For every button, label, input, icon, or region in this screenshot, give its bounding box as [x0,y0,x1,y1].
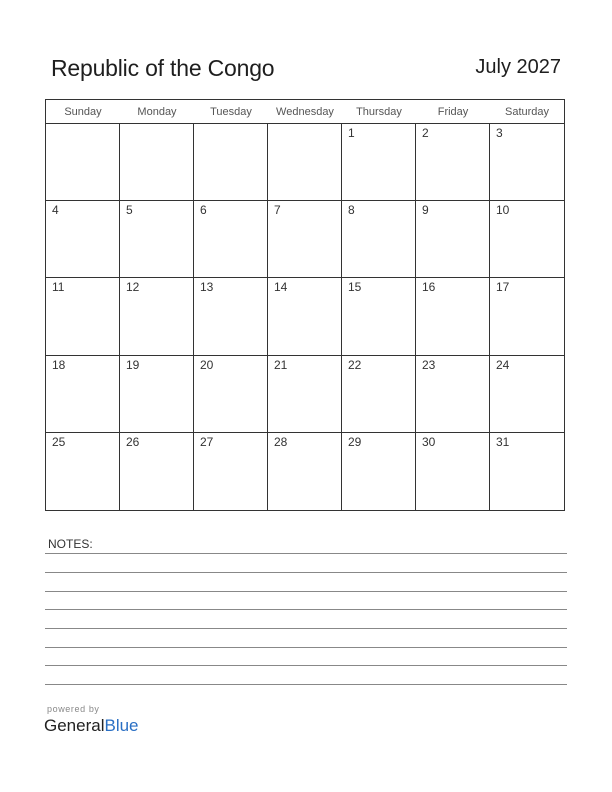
note-line [45,628,567,629]
day-cell [46,124,120,201]
day-cell [268,124,342,201]
day-number: 12 [126,280,140,295]
day-cell [490,278,564,355]
day-number: 15 [348,280,362,295]
weekday-saturday: Saturday [504,106,550,118]
day-cell [268,356,342,433]
day-cell [194,124,268,201]
powered-by-text: powered by [47,704,100,714]
day-number: 13 [200,280,214,295]
day-cell [120,433,194,510]
day-cell [46,278,120,355]
day-cell [46,201,120,278]
day-cell [490,201,564,278]
weekday-friday: Friday [437,106,469,118]
day-number: 19 [126,357,140,372]
brand-blue: Blue [104,716,139,735]
day-number: 26 [126,434,140,449]
day-number: 11 [52,280,65,295]
day-cell [268,433,342,510]
notes-label: NOTES: [48,537,93,551]
day-cell [490,356,564,433]
day-number: 22 [348,357,362,372]
brand-logo [44,716,139,736]
day-number: 17 [496,280,510,295]
day-cell [194,356,268,433]
day-cell [416,356,490,433]
day-number: 23 [422,357,436,372]
day-number: 8 [348,203,355,218]
weekday-sunday: Sunday [64,106,102,118]
day-cell [46,356,120,433]
weekday-header-row [46,100,564,124]
day-cell [120,124,194,201]
day-number: 21 [274,357,288,372]
day-number: 16 [422,280,436,295]
day-cell [342,356,416,433]
weekday-wednesday: Wednesday [276,106,334,118]
day-cell [46,433,120,510]
note-line [45,684,567,685]
day-number: 14 [274,280,288,295]
day-cell [342,124,416,201]
day-number: 29 [348,434,362,449]
day-cell [342,201,416,278]
day-number: 6 [200,203,207,218]
note-line [45,572,567,573]
weekday-tuesday: Tuesday [210,106,252,118]
weekday-monday: Monday [137,106,177,118]
day-number: 27 [200,434,214,449]
day-cell [194,433,268,510]
day-number: 30 [422,434,436,449]
day-cell [194,278,268,355]
day-number: 1 [348,126,355,140]
day-cell [416,124,490,201]
day-cell [342,278,416,355]
note-line [45,647,567,648]
note-line [45,553,567,554]
month-year-label: July 2027 [475,56,561,78]
day-number: 9 [422,203,429,218]
day-number: 10 [496,203,510,218]
day-cell [120,201,194,278]
weekday-thursday: Thursday [356,106,402,118]
day-number: 28 [274,434,288,449]
day-cell [120,356,194,433]
day-number: 2 [422,126,429,140]
day-cell [416,433,490,510]
day-number: 20 [200,357,214,372]
note-line [45,665,567,666]
day-number: 4 [52,203,59,218]
day-cell [490,433,564,510]
day-number: 24 [496,357,510,372]
day-cell [120,278,194,355]
day-cell [416,201,490,278]
day-number: 25 [52,434,66,449]
day-number: 7 [274,203,281,218]
day-cell [416,278,490,355]
note-line [45,591,567,592]
calendar-grid [45,99,565,511]
day-number: 18 [52,357,66,372]
day-cell [490,124,564,201]
day-number: 5 [126,203,133,218]
note-line [45,609,567,610]
day-cell [342,433,416,510]
page-title: Republic of the Congo [51,55,275,81]
brand-general: General [44,716,105,735]
day-cell [268,201,342,278]
day-number: 3 [496,126,503,140]
day-cell [194,201,268,278]
days-grid [46,124,564,510]
day-cell [268,278,342,355]
day-number: 31 [496,434,510,449]
